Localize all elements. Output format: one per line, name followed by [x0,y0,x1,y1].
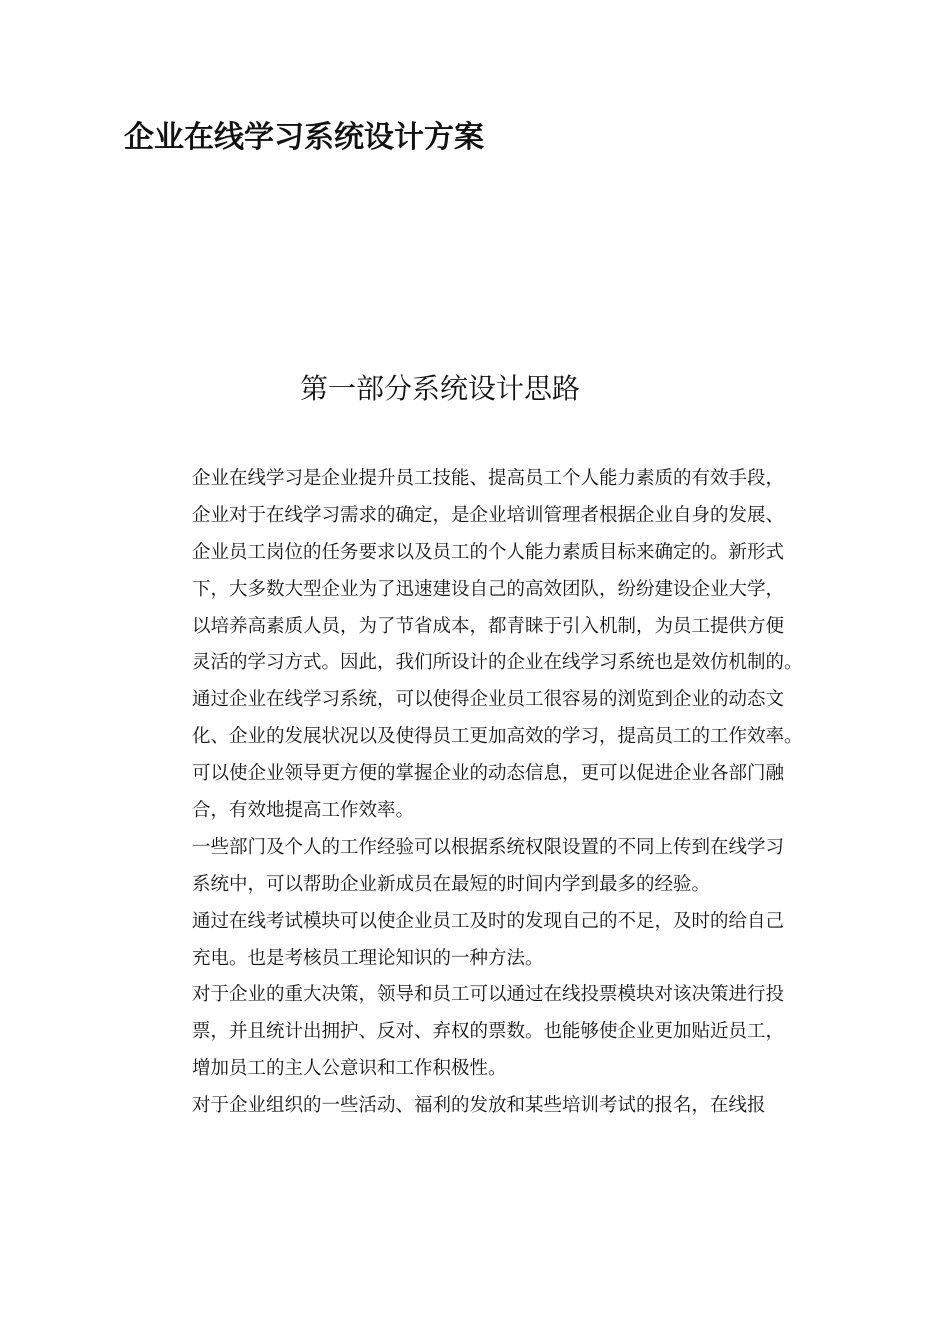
text-line: 通过在线考试模块可以使企业员工及时的发现自己的不足，及时的给自己 [192,910,785,932]
text-line: 可以使企业领导更方便的掌握企业的动态信息，更可以促进企业各部门融 [192,763,785,785]
text-line: 增加员工的主人公意识和工作积极性。 [192,1058,507,1080]
text-line: 系统中，可以帮助企业新成员在最短的时间内学到最多的经验。 [192,873,711,895]
document-title: 企业在线学习系统设计方案 [124,120,484,155]
text-line: 化、企业的发展状况以及使得员工更加高效的学习，提高员工的工作效率。 [192,726,803,748]
text-line: 企业对于在线学习需求的确定，是企业培训管理者根据企业自身的发展、 [192,504,785,526]
text-line: 对于企业的重大决策，领导和员工可以通过在线投票模块对该决策进行投 [192,984,785,1006]
text-line: 以培养高素质人员，为了节省成本，都青睐于引入机制，为员工提供方便 [192,615,785,637]
body-text [192,461,822,1125]
text-line: 下，大多数大型企业为了迅速建设自己的高效团队，纷纷建设企业大学， [192,578,785,600]
text-line: 充电。也是考核员工理论知识的一种方法。 [192,947,544,969]
text-line: 企业员工岗位的任务要求以及员工的个人能力素质目标来确定的。新形式 [192,541,785,563]
text-line: 票，并且统计出拥护、反对、弃权的票数。也能够使企业更加贴近员工， [192,1021,785,1043]
text-line: 灵活的学习方式。因此，我们所设计的企业在线学习系统也是效仿机制的。 [192,652,803,674]
text-line: 合，有效地提高工作效率。 [192,800,415,822]
text-line: 对于企业组织的一些活动、福利的发放和某些培训考试的报名，在线报 [192,1095,766,1117]
section-heading: 第一部分系统设计思路 [300,372,581,405]
text-line: 通过企业在线学习系统，可以使得企业员工很容易的浏览到企业的动态文 [192,689,785,711]
text-line: 一些部门及个人的工作经验可以根据系统权限设置的不同上传到在线学习 [192,836,785,858]
text-line: 企业在线学习是企业提升员工技能、提高员工个人能力素质的有效手段， [192,468,785,489]
